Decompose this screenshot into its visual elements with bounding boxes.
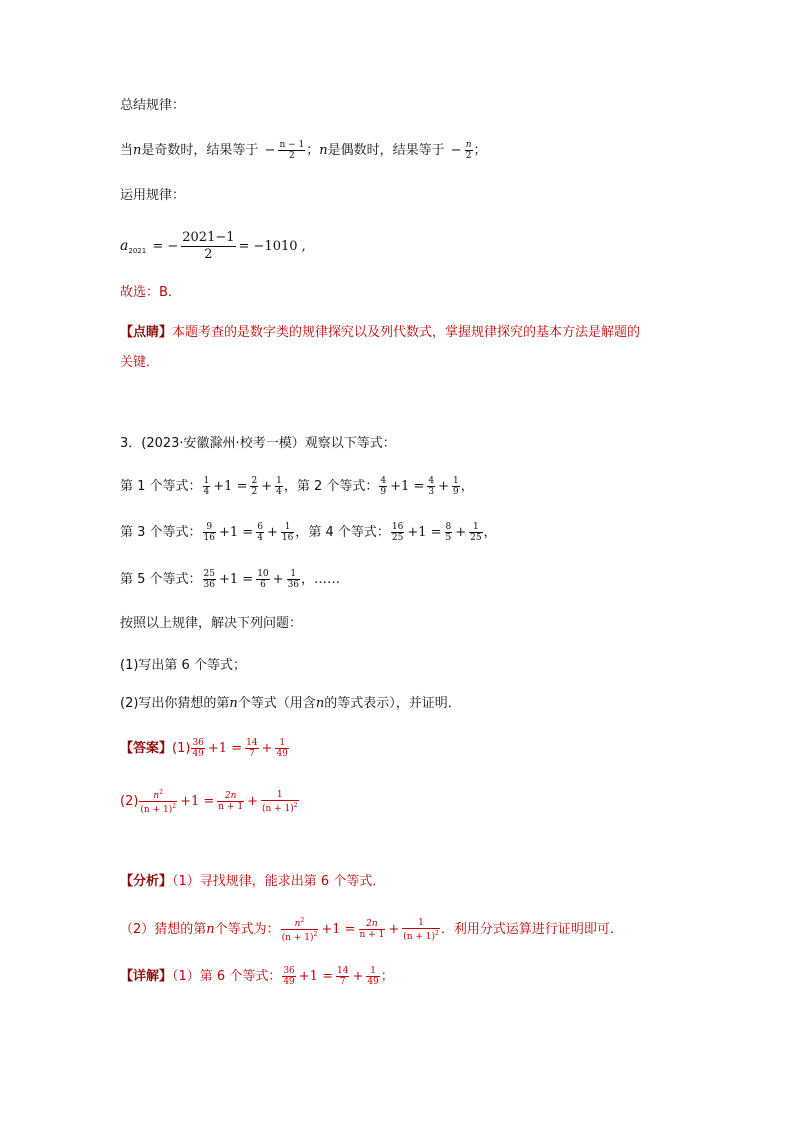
detail-tag: 【详解】 — [120, 969, 173, 984]
q3-part2: (2)写出你猜想的第n个等式（用含n的等式表示），并证明． — [120, 696, 461, 711]
analysis-line1: 【分析】（1）寻找规律，能求出第 6 个等式． — [120, 874, 386, 889]
q3-eq-row2: 第 3 个等式： $\frac{9}{16}$ +1 = $\frac{6}{4}$ + $\frac{1}{16}$ ，第 4 个等式： $\frac{16}{25}$ +1 = $\frac{8}{5}$ + $\frac{1}{25}$ ， — [120, 522, 497, 543]
q3-instruction: 按照以上规律，解决下列问题： — [120, 616, 303, 631]
apply-formula — [120, 228, 308, 269]
apply-sub: 2021 — [128, 247, 147, 255]
rule-line — [120, 140, 487, 161]
answer-line1: 【答案】(1) $\frac{36}{49}$ +1 = $\frac{14}{7}$ + $\frac{1}{49}$ — [120, 738, 288, 759]
apply-eq2: = −1010 , — [238, 239, 306, 254]
eq5-label: 第 5 个等式： — [120, 572, 202, 587]
comment-line2: 关键． — [120, 355, 160, 370]
q3-eq-row1: 第 1 个等式： $\frac{1}{4}$ +1 = $\frac{2}{2}$ + $\frac{1}{4}$ ，第 2 个等式： $\frac{4}{9}$ +1 = $\frac{4}{3}$ + $\frac{1}{9}$ ， — [120, 476, 474, 497]
eq4-label: 第 4 个等式： — [308, 525, 390, 540]
choice-line: 故选：B． — [120, 285, 181, 300]
rule-even-fraction: $\frac{n}{2}$ — [465, 140, 472, 161]
q3-header: 3．(2023·安徽滁州·校考一模）观察以下等式： — [120, 436, 396, 451]
analysis-line2: （2）猜想的第n个等式为： $\frac{n^2}{(n + 1)^2}$ +1 = $\frac{2n}{n + 1}$ + $\frac{1}{(n + 1)^2}$ ．利用分式运算进行证明即可． — [120, 917, 623, 943]
analysis-tag: 【分析】 — [120, 874, 173, 889]
rule-minus-2: − — [450, 143, 462, 158]
rule-minus: − — [264, 143, 276, 158]
apply-eq1: = − — [152, 239, 179, 254]
comment-tag: 【点睛】 — [120, 325, 173, 340]
rule-n: n — [133, 143, 142, 158]
rule-end: ； — [473, 143, 487, 158]
apply-title: 运用规律： — [120, 188, 186, 203]
rule-even: 是偶数时，结果等于 — [327, 143, 445, 158]
eq2-label: 第 2 个等式： — [296, 479, 379, 494]
eq3-label: 第 3 个等式： — [120, 525, 202, 540]
apply-fraction: $\frac{2021-1}{2}$ — [182, 230, 235, 262]
q3-part1: (1)写出第 6 个等式； — [120, 658, 246, 673]
comment-line1 — [120, 323, 640, 343]
rule-odd: 是奇数时，结果等于 — [141, 143, 259, 158]
answer-line2: (2) $\frac{n^2}{(n + 1)^2}$ +1 = $\frac{2n}{n + 1}$ + $\frac{1}{(n + 1)^2}$ — [120, 789, 298, 815]
apply-a: a — [120, 238, 129, 254]
summary-title: 总结规律： — [120, 98, 186, 113]
comment-text1: 本题考查的是数字类的规律探究以及列代数式，掌握规律探究的基本方法是解题的 — [172, 325, 641, 340]
rule-semicolon: ； — [306, 143, 320, 158]
detail-line: 【详解】（1）第 6 个等式： $\frac{36}{49}$ +1 = $\frac{14}{7}$ + $\frac{1}{49}$ ； — [120, 966, 394, 987]
rule-when: 当 — [120, 143, 134, 158]
q3-eq-row3: 第 5 个等式： $\frac{25}{36}$ +1 = $\frac{10}{6}$ + $\frac{1}{36}$ ，…… — [120, 569, 341, 590]
rule-odd-fraction: $\frac{n - 1}{2}$ — [279, 140, 305, 161]
answer-tag: 【答案】 — [120, 741, 173, 756]
rule-n-2: n — [319, 143, 328, 158]
eq1-label: 第 1 个等式： — [120, 479, 202, 494]
